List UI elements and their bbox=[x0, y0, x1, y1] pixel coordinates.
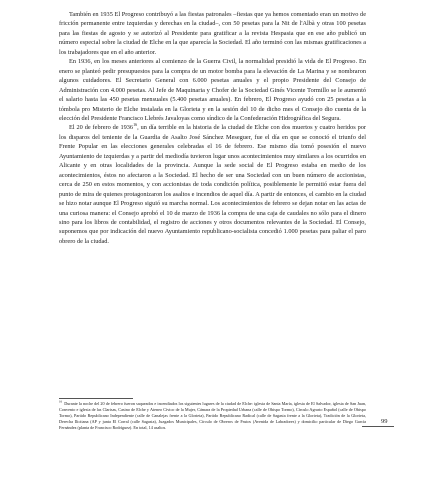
paragraph-1-text: También en 1935 El Progreso contribuyó a las fiestas patronales –fiestas que ya hemos comentado eran un motivo de fricción permanente entre izquierdas y derechas en la ciudad–, con 50 pesetas para la Nit de l'Albà y otras 100 pesetas para las fiestas de agosto y se autorizó al Presidente para gratificar a la revista Hespasia que en ese año publicó un número especial sobre la ciudad de Elche en la que aparecía la Sociedad. El año terminó con las mismas gratificaciones a los trabajadores que en el año anterior. bbox=[59, 11, 366, 56]
footnote-separator bbox=[59, 398, 133, 399]
paragraph-3 bbox=[59, 123, 366, 246]
footnote-number: 16 bbox=[59, 399, 62, 404]
main-text bbox=[59, 10, 366, 246]
page-number-rule bbox=[362, 426, 394, 427]
paragraph-2-text: En 1936, en los meses anteriores al comienzo de la Guerra Civil, la normalidad presidió la vida de El Progreso. En enero se planteó pedir presupuestos para la compra de un motor bomba para la elevación de La Marina y se nombraron algunos cuidadores. El Secretario General con 6.000 pesetas anuales y el propio Presidente del Consejo de Administración con 4.000 pesetas. Al Jefe de Maquinaria y Chofer de la Sociedad Ginés Vicente Tormillo se le aumentó el salario hasta las 450 pesetas mensuales (5.400 pesetas anuales). En febrero, El Progreso ayudó con 25 pesetas a la tómbola pro Misterio de Elche instalada en la Glorieta y en la sesión del 10 de dicho mes el Consejo dio cuenta de la elección del Presidente Francisco Llebrés Javaloyas como síndico de la Confederación Hidrográfica del Segura. bbox=[59, 58, 366, 122]
paragraph-3-text-end: , un día terrible en la historia de la ciudad de Elche con dos muertos y cuatro heridos por los disparos del teniente de la Guardia de Asalto José Sánchez Meseguer, fue el día en que se conoció el triunfo del Frente Popular en las elecciones generales celebradas el 16 de febrero. Ese mismo día tomó posesión el nuevo Ayuntamiento de izquierdas y a partir del mediodía tuvieron lugar unos acontecimientos muy similares a los ocurridos en Alicante y en otras localidades de la provincia. Aunque la sede social de El Progreso estaba en medio de los acontecimientos, éstos no afectaron a la Sociedad. El hecho de ser una Sociedad con un buen número de accionistas, cerca de 250 en estos momentos, y con accionistas de toda condición política, posiblemente le permitió estar fuera del punto de mira de quienes protagonizaron los asaltos e incendios de aquel día. A partir de entonces, el cambio en la ciudad se hizo notar aunque El Progreso siguió su marcha normal. Los acontecimientos de febrero se dejan notar en las actas de una curiosa manera: el Consejo aprobó el 10 de marzo de 1936 la compra de una caja de caudales no sólo para el dinero sino para los libros de contabilidad, el registro de acciones y otros documentos relevantes de la Sociedad. El Consejo, suponemos que por indicación del nuevo Ayuntamiento republicano-socialista concedió 1.000 pesetas para paliar el paro obrero de la ciudad. bbox=[59, 124, 367, 245]
footnote-paragraph bbox=[59, 401, 366, 431]
footnote-reference[interactable]: 16 bbox=[133, 122, 138, 128]
paragraph-2 bbox=[59, 57, 366, 123]
page-number: 99 bbox=[381, 418, 388, 425]
footnote bbox=[59, 401, 366, 431]
paragraph-3-text-start: El 20 de febrero de 1936 bbox=[69, 124, 134, 132]
footnote-text: Durante la noche del 20 de febrero fueron saqueados e incendiados los siguientes lugares de la ciudad de Elche: iglesia de Santa María, iglesia de El Salvador, iglesia de San Juan, Convento e iglesia de las Clarisas, Casino de Elche y Ateneo Cívico de la Mujer, Cámara de la Propiedad Urbana (calle de Obispo Tormo), Círculo Agrario Español (calle de Obispo Tormo), Partido Republicano Independiente (calle de Canalejas frente a la Glorieta), Partido Republicano Radical (calle de Sagasta frente a la Glorieta), Tradición de la Glorieta, Derecha Ilicitana (AP y junta El Corral (calle Sagasta), Juzgados Municipales, Círculo de Obreros de Frutos (Avenida de Labradores) y domicilio particular de Diego García Fernández (planta de Francisco Rodríguez). En total, 14 asaltos. bbox=[59, 401, 366, 431]
paragraph-1 bbox=[59, 10, 366, 57]
